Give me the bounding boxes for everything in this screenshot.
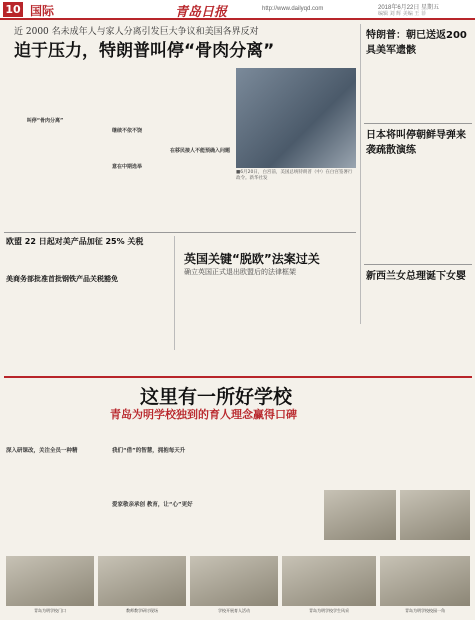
lead-bottom-rule	[4, 232, 356, 233]
mid-left-2-body	[6, 288, 170, 348]
bottom-body-2	[112, 454, 212, 550]
bottom-photo-5	[190, 556, 278, 606]
bottom-photo-2	[400, 490, 470, 540]
lead-column-1	[6, 68, 84, 228]
bottom-subhead-1: 深入研课改，关注全员一种精	[6, 448, 78, 454]
section-title: 国际	[30, 4, 55, 18]
lead-kicker: 近 2000 名未成年人与家人分离引发巨大争议和美国各界反对	[14, 27, 259, 37]
lead-column-2	[88, 68, 166, 228]
bottom-photo-7-caption: 青岛为明学校校园一角	[405, 608, 445, 613]
lead-headline: 迫于压力，特朗普叫停“骨肉分离”	[14, 41, 275, 61]
bottom-intro	[6, 424, 468, 442]
bottom-subhead-2: 我们“借”的智慧，拥抱每天升	[112, 448, 186, 454]
bottom-subhead-3: 爱家敬亲承创 教育，让“心”更好	[112, 502, 193, 508]
bottom-photo-1	[324, 490, 396, 540]
right-column-rule	[360, 24, 361, 324]
side-story-3-body	[366, 282, 470, 352]
side-divider-1	[364, 123, 472, 124]
lead-photo-caption: ■6月20日，白宫前，美国总统特朗普（中）在白宫签署行政令。新华社发	[236, 170, 353, 181]
bottom-body-1	[6, 454, 106, 550]
side-story-2-body	[366, 152, 470, 262]
side-story-2-headline: 日本将叫停朝鲜导弹来袭疏散演练	[366, 130, 466, 156]
bottom-photo-5-caption: 学校开展育人活动	[218, 608, 250, 613]
bottom-photo-3	[6, 556, 94, 606]
mid-left-2-headline: 美商务部批准首批钢铁产品关税豁免	[6, 275, 118, 283]
side-story-1-headline: 特朗普：朝已送返200具美军遗骸	[366, 30, 467, 56]
bottom-photo-6-caption: 青岛为明学校学生风采	[309, 608, 349, 613]
bottom-photo-7	[380, 556, 470, 606]
website-url[interactable]: http://www.dailyqd.com	[262, 6, 324, 12]
bottom-headline: 这里有一所好学校	[140, 386, 293, 408]
mid-center-sub: 确立英国正式退出欧盟后的法律框架	[184, 268, 296, 276]
lead-subhead-2: 继续不依不饶	[111, 128, 142, 134]
lead-column-3	[170, 68, 232, 228]
bottom-sub: 青岛为明学校独到的育人理念赢得口碑	[110, 408, 297, 421]
mid-center-headline: 英国关键“脱欧”法案过关	[184, 252, 320, 266]
bottom-top-rule	[4, 376, 472, 378]
side-divider-2	[364, 264, 472, 265]
bottom-body-4	[324, 446, 470, 486]
side-story-1-body	[366, 52, 470, 120]
bottom-photo-4	[98, 556, 186, 606]
lead-subhead-1: 叫停“骨肉分离”	[26, 118, 64, 124]
lead-subhead-3: 意在中期选举	[111, 164, 142, 170]
issue-date: 2018年6月22日 星期五	[378, 5, 440, 11]
mid-center-body	[180, 280, 356, 350]
bottom-photo-3-caption: 青岛为明学校门口	[34, 608, 66, 613]
newspaper-logo: 青岛日报	[175, 5, 228, 20]
mid-left-1-headline: 欧盟 22 日起对美产品加征 25% 关税	[6, 237, 144, 246]
bottom-photo-6	[282, 556, 376, 606]
side-story-3-headline: 新西兰女总理诞下女婴	[366, 271, 466, 282]
page-number: 10	[3, 2, 23, 17]
bottom-photo-4-caption: 教师教学研讨现场	[126, 608, 158, 613]
bottom-body-3	[218, 446, 318, 550]
lead-photo	[236, 68, 356, 168]
lead-subhead-4: 在移民接人不能预确入问题	[170, 148, 231, 154]
mid-column-rule	[174, 236, 175, 350]
mid-left-1-body	[6, 250, 170, 270]
editors-line: 编辑 刘 辉 美编 王 菲	[378, 11, 426, 17]
